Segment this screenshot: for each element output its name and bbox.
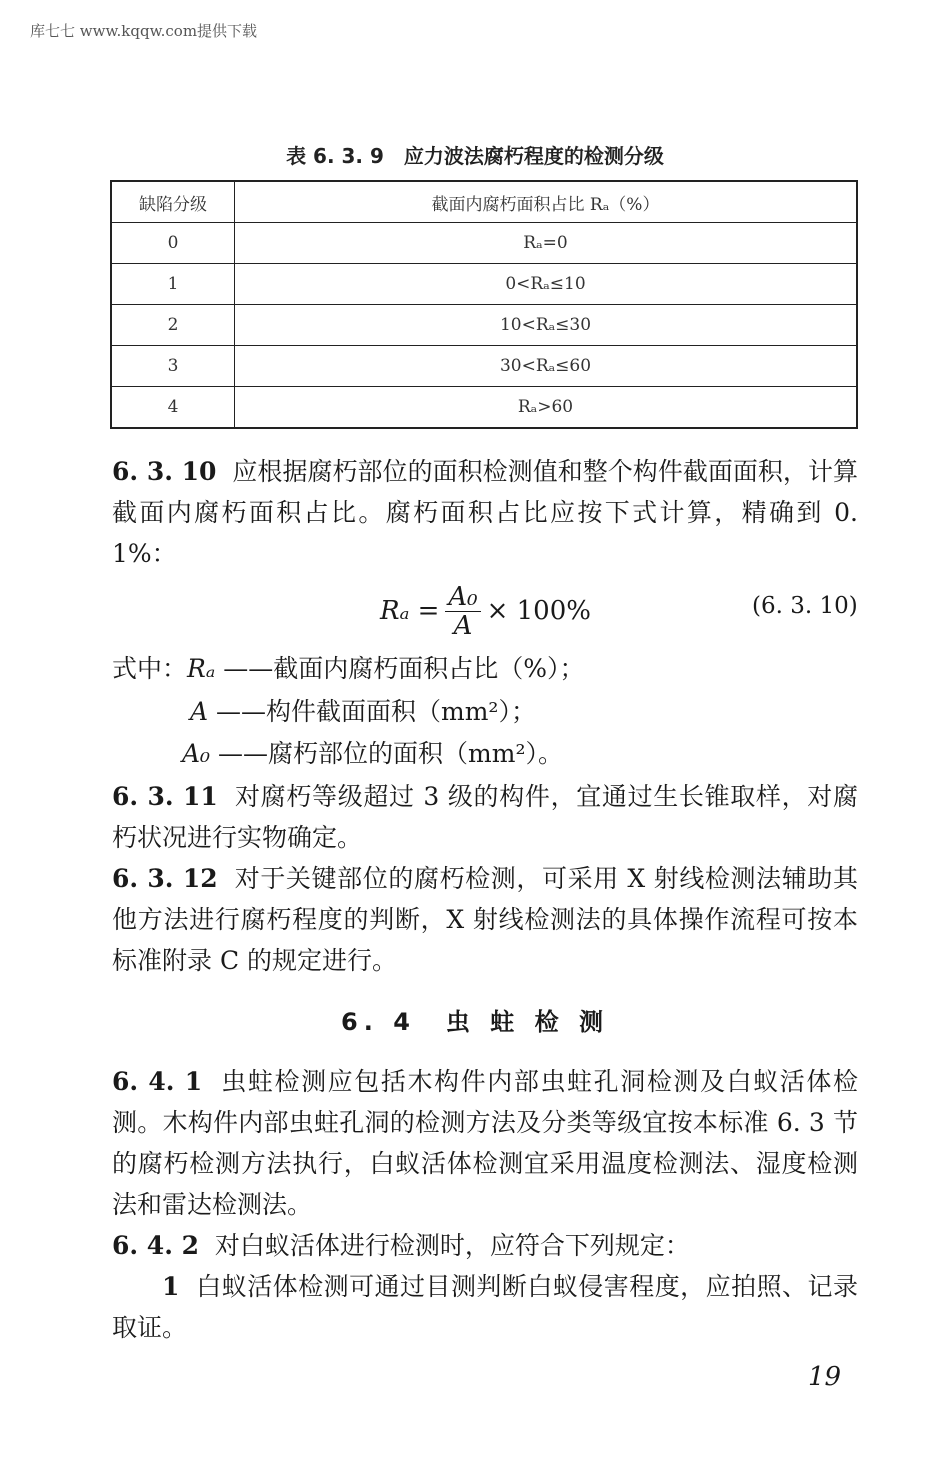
cell-grade: 1 xyxy=(111,264,235,305)
formula-numerator: A₀ xyxy=(445,583,480,612)
clause-6-3-11 xyxy=(112,776,858,858)
cell-grade: 4 xyxy=(111,387,235,429)
definition-intro: 式中： xyxy=(112,654,188,683)
clause-text: 虫蛀检测应包括木构件内部虫蛀孔洞检测及白蚁活体检测。木构件内部虫蛀孔洞的检测方法及分类等级宜按本标准 6. 3 节的腐朽检测方法执行，白蚁活体检测宜采用温度检测法、湿度检测法和雷达检测法。 xyxy=(112,1067,858,1219)
definition-symbol: A₀ xyxy=(182,739,211,768)
item-text: 白蚁活体检测可通过目测判断白蚁侵害程度，应拍照、记录取证。 xyxy=(112,1272,858,1342)
clause-text: 对腐朽等级超过 3 级的构件，宜通过生长锥取样，对腐朽状况进行实物确定。 xyxy=(112,782,858,852)
formula-lhs: Rₐ = xyxy=(380,596,440,626)
decay-grade-table xyxy=(110,180,858,429)
formula-denominator: A xyxy=(453,610,473,641)
clause-6-3-10 xyxy=(112,451,858,574)
watermark: 库七七 www.kqqw.com提供下载 xyxy=(30,22,258,40)
clause-6-3-12 xyxy=(112,858,858,981)
cell-grade: 2 xyxy=(111,305,235,346)
page-number: 19 xyxy=(808,1362,842,1392)
definition-row xyxy=(112,648,584,689)
clause-text: 对于关键部位的腐朽检测，可采用 X 射线检测法辅助其他方法进行腐朽程度的判断，X 射线检测法的具体操作流程可按本标准附录 C 的规定进行。 xyxy=(112,864,858,975)
table-title: 表 6. 3. 9 应力波法腐朽程度的检测分级 xyxy=(286,144,664,168)
clause-6-4-1 xyxy=(112,1061,858,1225)
cell-grade: 0 xyxy=(111,223,235,264)
clause-number: 6. 3. 10 xyxy=(112,457,217,486)
clause-number: 6. 4. 1 xyxy=(112,1067,203,1096)
clause-text: 应根据腐朽部位的面积检测值和整个构件截面面积，计算截面内腐朽面积占比。腐朽面积占比应按下式计算，精确到 0. 1%： xyxy=(112,457,858,568)
table-header-row xyxy=(111,181,857,223)
definition-text: ——截面内腐朽面积占比（%）； xyxy=(223,654,585,683)
header-grade: 缺陷分级 xyxy=(111,181,235,223)
table-row xyxy=(111,223,857,264)
formula xyxy=(380,583,591,639)
formula-rhs: × 100% xyxy=(486,596,591,626)
clause-number: 6. 3. 11 xyxy=(112,782,218,811)
cell-ratio: 10<Rₐ≤30 xyxy=(235,305,858,346)
header-ratio: 截面内腐朽面积占比 Rₐ（%） xyxy=(235,181,858,223)
clause-6-4-2 xyxy=(112,1225,858,1266)
cell-grade: 3 xyxy=(111,346,235,387)
table-row xyxy=(111,346,857,387)
table-row xyxy=(111,387,857,429)
cell-ratio: Rₐ>60 xyxy=(235,387,858,429)
definition-text: ——构件截面面积（mm²）； xyxy=(216,697,536,726)
equation-number: (6. 3. 10) xyxy=(752,593,858,619)
section-heading: 6. 4 虫 蛀 检 测 xyxy=(341,1008,609,1036)
cell-ratio: Rₐ=0 xyxy=(235,223,858,264)
cell-ratio: 30<Rₐ≤60 xyxy=(235,346,858,387)
list-item-1 xyxy=(112,1266,858,1348)
clause-number: 6. 4. 2 xyxy=(112,1231,199,1260)
definition-row xyxy=(190,691,536,732)
table-row xyxy=(111,264,857,305)
definition-symbol: Rₐ xyxy=(187,654,216,683)
formula-fraction xyxy=(445,583,480,640)
clause-text: 对白蚁活体进行检测时，应符合下列规定： xyxy=(214,1231,690,1260)
cell-ratio: 0<Rₐ≤10 xyxy=(235,264,858,305)
definition-symbol: A xyxy=(190,697,209,726)
item-number: 1 xyxy=(162,1272,180,1301)
table-row xyxy=(111,305,857,346)
clause-number: 6. 3. 12 xyxy=(112,864,218,893)
definition-text: ——腐朽部位的面积（mm²）。 xyxy=(218,739,563,768)
definition-row xyxy=(182,733,563,774)
